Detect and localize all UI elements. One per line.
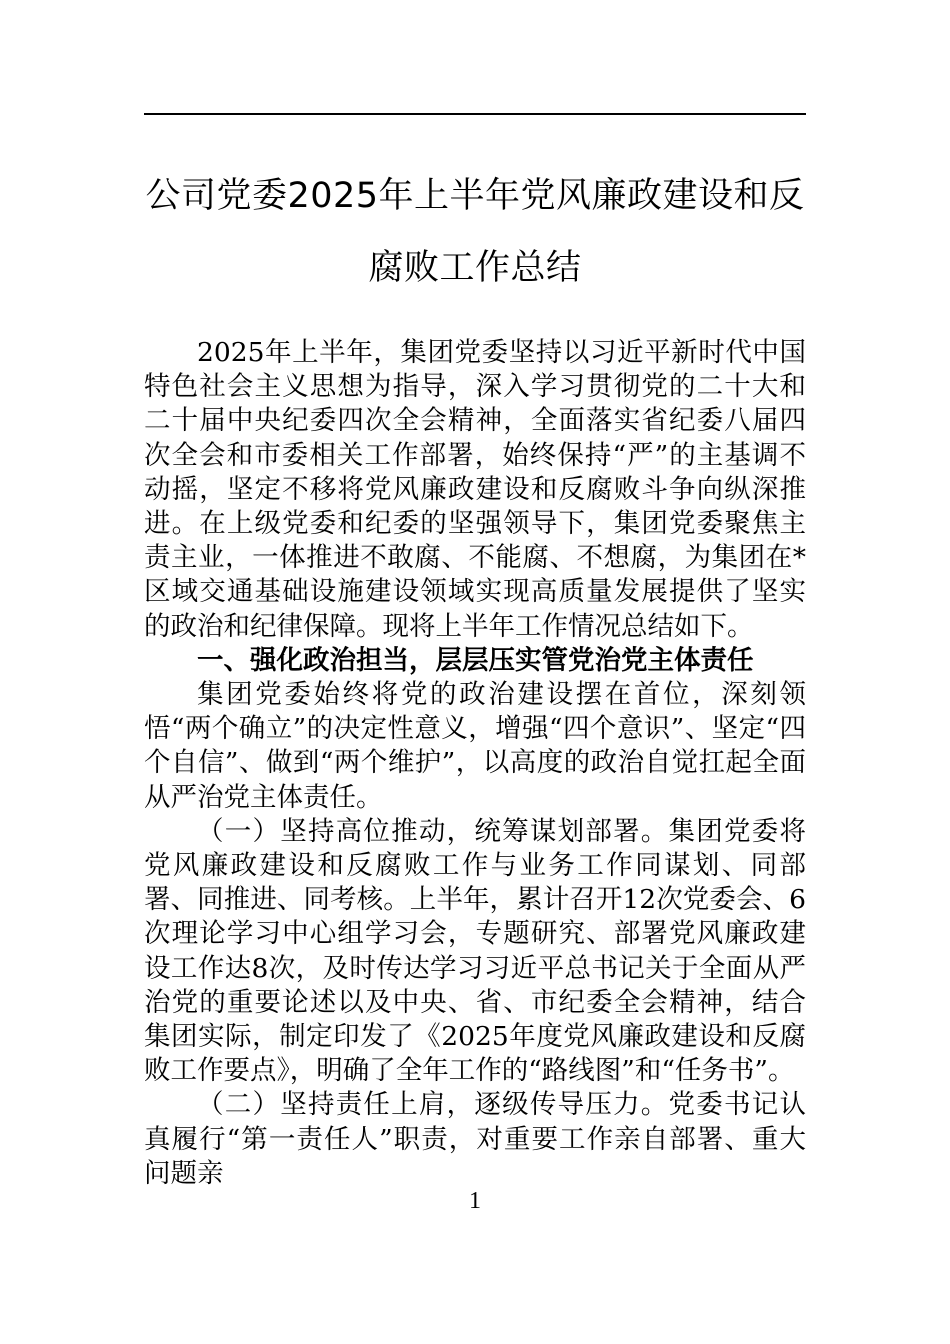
document-title: 公司党委2025年上半年党风廉政建设和反腐败工作总结 <box>145 176 805 288</box>
section-intro-paragraph: 集团党委始终将党的政治建设摆在首位，深刻领悟“两个确立”的决定性意义，增强“四个意识”、坚定“四个自信”、做到“两个维护”，以高度的政治自觉扛起全面从严治党主体责任。 <box>144 679 806 813</box>
subsection-1-paragraph: （一）坚持高位推动，统筹谋划部署。集团党委将党风廉政建设和反腐败工作与业务工作同谋划、同部署、同推进、同考核。上半年，累计召开12次党委会、6次理论学习中心组学习会，专题研究、部署党风廉政建设工作达8次，及时传达学习习近平总书记关于全面从严治党的重要论述以及中央、省、市纪委全会精神，结合集团实际，制定印发了《2025年度党风廉政建设和反腐败工作要点》，明确了全年工作的“路线图”和“任务书”。 <box>144 815 806 1087</box>
section-heading: 一、强化政治担当，层层压实管党治党主体责任 <box>197 644 754 676</box>
intro-paragraph: 2025年上半年，集团党委坚持以习近平新时代中国特色社会主义思想为指导，深入学习贯彻党的二十大和二十届中央纪委四次全会精神，全面落实省纪委八届四次全会和市委相关工作部署，始终保持“严”的主基调不动摇，坚定不移将党风廉政建设和反腐败斗争向纵深推进。在上级党委和纪委的坚强领导下，集团党委聚焦主责主业，一体推进不敢腐、不能腐、不想腐，为集团在*区域交通基础设施建设领域实现高质量发展提供了坚实的政治和纪律保障。现将上半年工作情况总结如下。 <box>144 337 806 642</box>
header-rule <box>144 113 806 115</box>
subsection-2-paragraph: （二）坚持责任上肩，逐级传导压力。党委书记认真履行“第一责任人”职责，对重要工作亲自部署、重大问题亲 <box>144 1089 806 1189</box>
page-number: 1 <box>469 1188 481 1214</box>
document-body <box>144 336 806 1191</box>
